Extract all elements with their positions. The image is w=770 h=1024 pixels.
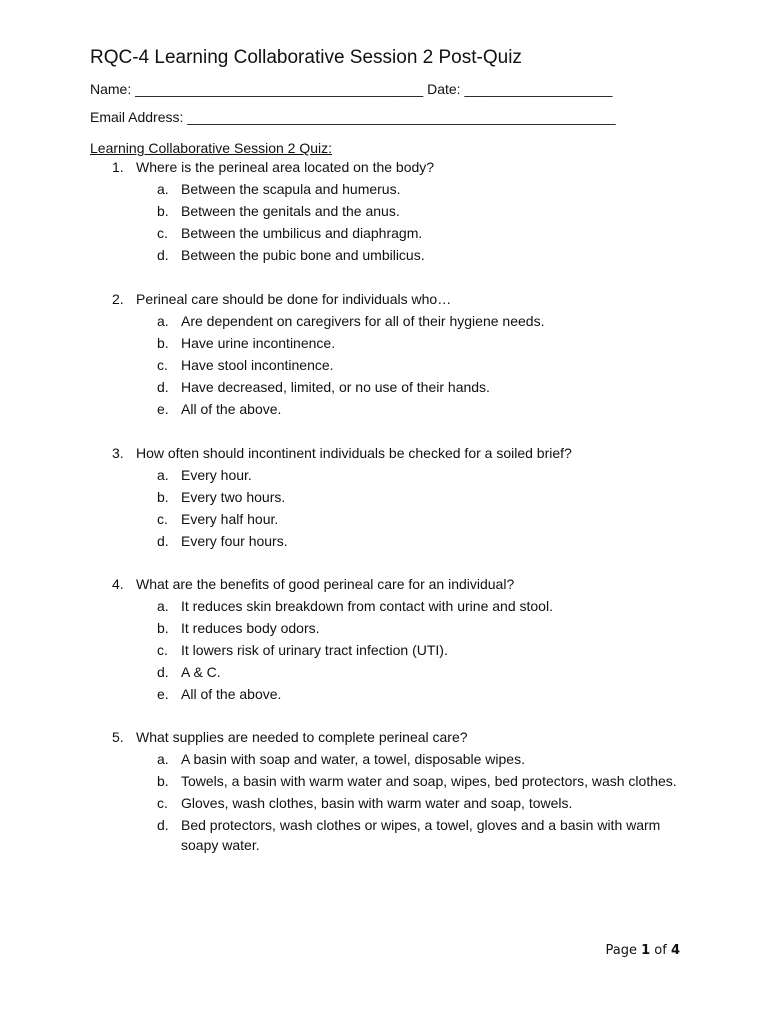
option-letter: e.: [157, 686, 169, 702]
option-text: All of the above.: [181, 401, 282, 417]
option-text: Between the umbilicus and diaphragm.: [181, 225, 423, 241]
answer-option: [157, 793, 732, 815]
answer-option: [157, 596, 732, 618]
answer-option: [157, 662, 732, 684]
question-number: 4.: [112, 576, 124, 592]
option-text: Have urine incontinence.: [181, 335, 336, 351]
answer-option: [157, 201, 732, 223]
answer-option: [157, 245, 732, 267]
answer-option: [157, 618, 732, 640]
name-date-line: Name: _____________________________________ Date: ___________________: [90, 81, 613, 97]
option-letter: d.: [157, 247, 169, 263]
answer-option: [157, 771, 732, 793]
email-line: Email Address: _______________________________________________________: [90, 109, 616, 125]
answer-option: [157, 465, 732, 487]
answer-option: [157, 531, 732, 553]
answer-option: [157, 399, 732, 421]
option-text: Have stool incontinence.: [181, 357, 334, 373]
question-number: 5.: [112, 729, 124, 745]
option-letter: d.: [157, 664, 169, 680]
quiz-heading: Learning Collaborative Session 2 Quiz:: [90, 140, 333, 156]
option-text: Towels, a basin with warm water and soap, wipes, bed protectors, wash clothes.: [181, 773, 677, 789]
question-3: [112, 443, 732, 553]
option-text: Every hour.: [181, 467, 252, 483]
answer-option: [157, 749, 732, 771]
option-letter: d.: [157, 379, 169, 395]
page-title: RQC-4 Learning Collaborative Session 2 Post-Quiz: [90, 47, 522, 68]
option-text: All of the above.: [181, 686, 282, 702]
option-text: It reduces skin breakdown from contact with urine and stool.: [181, 598, 553, 614]
question-4: [112, 574, 732, 706]
option-text: Every two hours.: [181, 489, 286, 505]
answer-option: [157, 487, 732, 509]
option-letter: b.: [157, 620, 169, 636]
question-number: 3.: [112, 445, 124, 461]
answer-option: [157, 640, 732, 662]
option-text: It lowers risk of urinary tract infection (UTI).: [181, 642, 448, 658]
option-letter: e.: [157, 401, 169, 417]
option-letter: c.: [157, 795, 168, 811]
of-word: of: [654, 943, 667, 958]
question-1: [112, 157, 732, 267]
question-text: How often should incontinent individuals be checked for a soiled brief?: [136, 445, 572, 461]
answer-option: [157, 684, 732, 706]
option-letter: b.: [157, 773, 169, 789]
option-letter: d.: [157, 533, 169, 549]
option-letter: d.: [157, 817, 169, 833]
question-text: What supplies are needed to complete perineal care?: [136, 729, 468, 745]
question-text: Perineal care should be done for individuals who…: [136, 291, 452, 307]
option-letter: a.: [157, 181, 169, 197]
answer-option: [157, 311, 732, 333]
answer-option: [157, 377, 732, 399]
option-text: Every half hour.: [181, 511, 279, 527]
option-text: Bed protectors, wash clothes or wipes, a towel, gloves and a basin with warm soapy water.: [181, 817, 661, 853]
answer-option: [157, 179, 732, 201]
option-text: Every four hours.: [181, 533, 288, 549]
option-letter: b.: [157, 489, 169, 505]
option-text: It reduces body odors.: [181, 620, 320, 636]
option-letter: a.: [157, 751, 169, 767]
option-letter: c.: [157, 511, 168, 527]
page-word: Page: [605, 943, 637, 958]
question-text: Where is the perineal area located on the body?: [136, 159, 435, 175]
answer-option: [157, 355, 732, 377]
option-letter: a.: [157, 313, 169, 329]
question-number: 1.: [112, 159, 124, 175]
option-text: Between the genitals and the anus.: [181, 203, 400, 219]
total-pages: 4: [670, 943, 680, 958]
answer-option: [157, 815, 732, 855]
current-page: 1: [641, 943, 651, 958]
page-number: [605, 943, 680, 959]
option-letter: c.: [157, 357, 168, 373]
option-text: A & C.: [181, 664, 221, 680]
question-2: [112, 289, 732, 421]
answer-option: [157, 509, 732, 531]
option-text: Are dependent on caregivers for all of their hygiene needs.: [181, 313, 545, 329]
answer-option: [157, 333, 732, 355]
question-text: What are the benefits of good perineal care for an individual?: [136, 576, 515, 592]
option-letter: c.: [157, 642, 168, 658]
question-number: 2.: [112, 291, 124, 307]
option-letter: b.: [157, 335, 169, 351]
option-text: Gloves, wash clothes, basin with warm water and soap, towels.: [181, 795, 573, 811]
option-letter: b.: [157, 203, 169, 219]
option-text: Between the pubic bone and umbilicus.: [181, 247, 425, 263]
answer-option: [157, 223, 732, 245]
option-letter: a.: [157, 598, 169, 614]
option-text: Between the scapula and humerus.: [181, 181, 401, 197]
option-letter: c.: [157, 225, 168, 241]
option-text: Have decreased, limited, or no use of their hands.: [181, 379, 490, 395]
question-5: [112, 727, 732, 855]
option-text: A basin with soap and water, a towel, disposable wipes.: [181, 751, 525, 767]
option-letter: a.: [157, 467, 169, 483]
